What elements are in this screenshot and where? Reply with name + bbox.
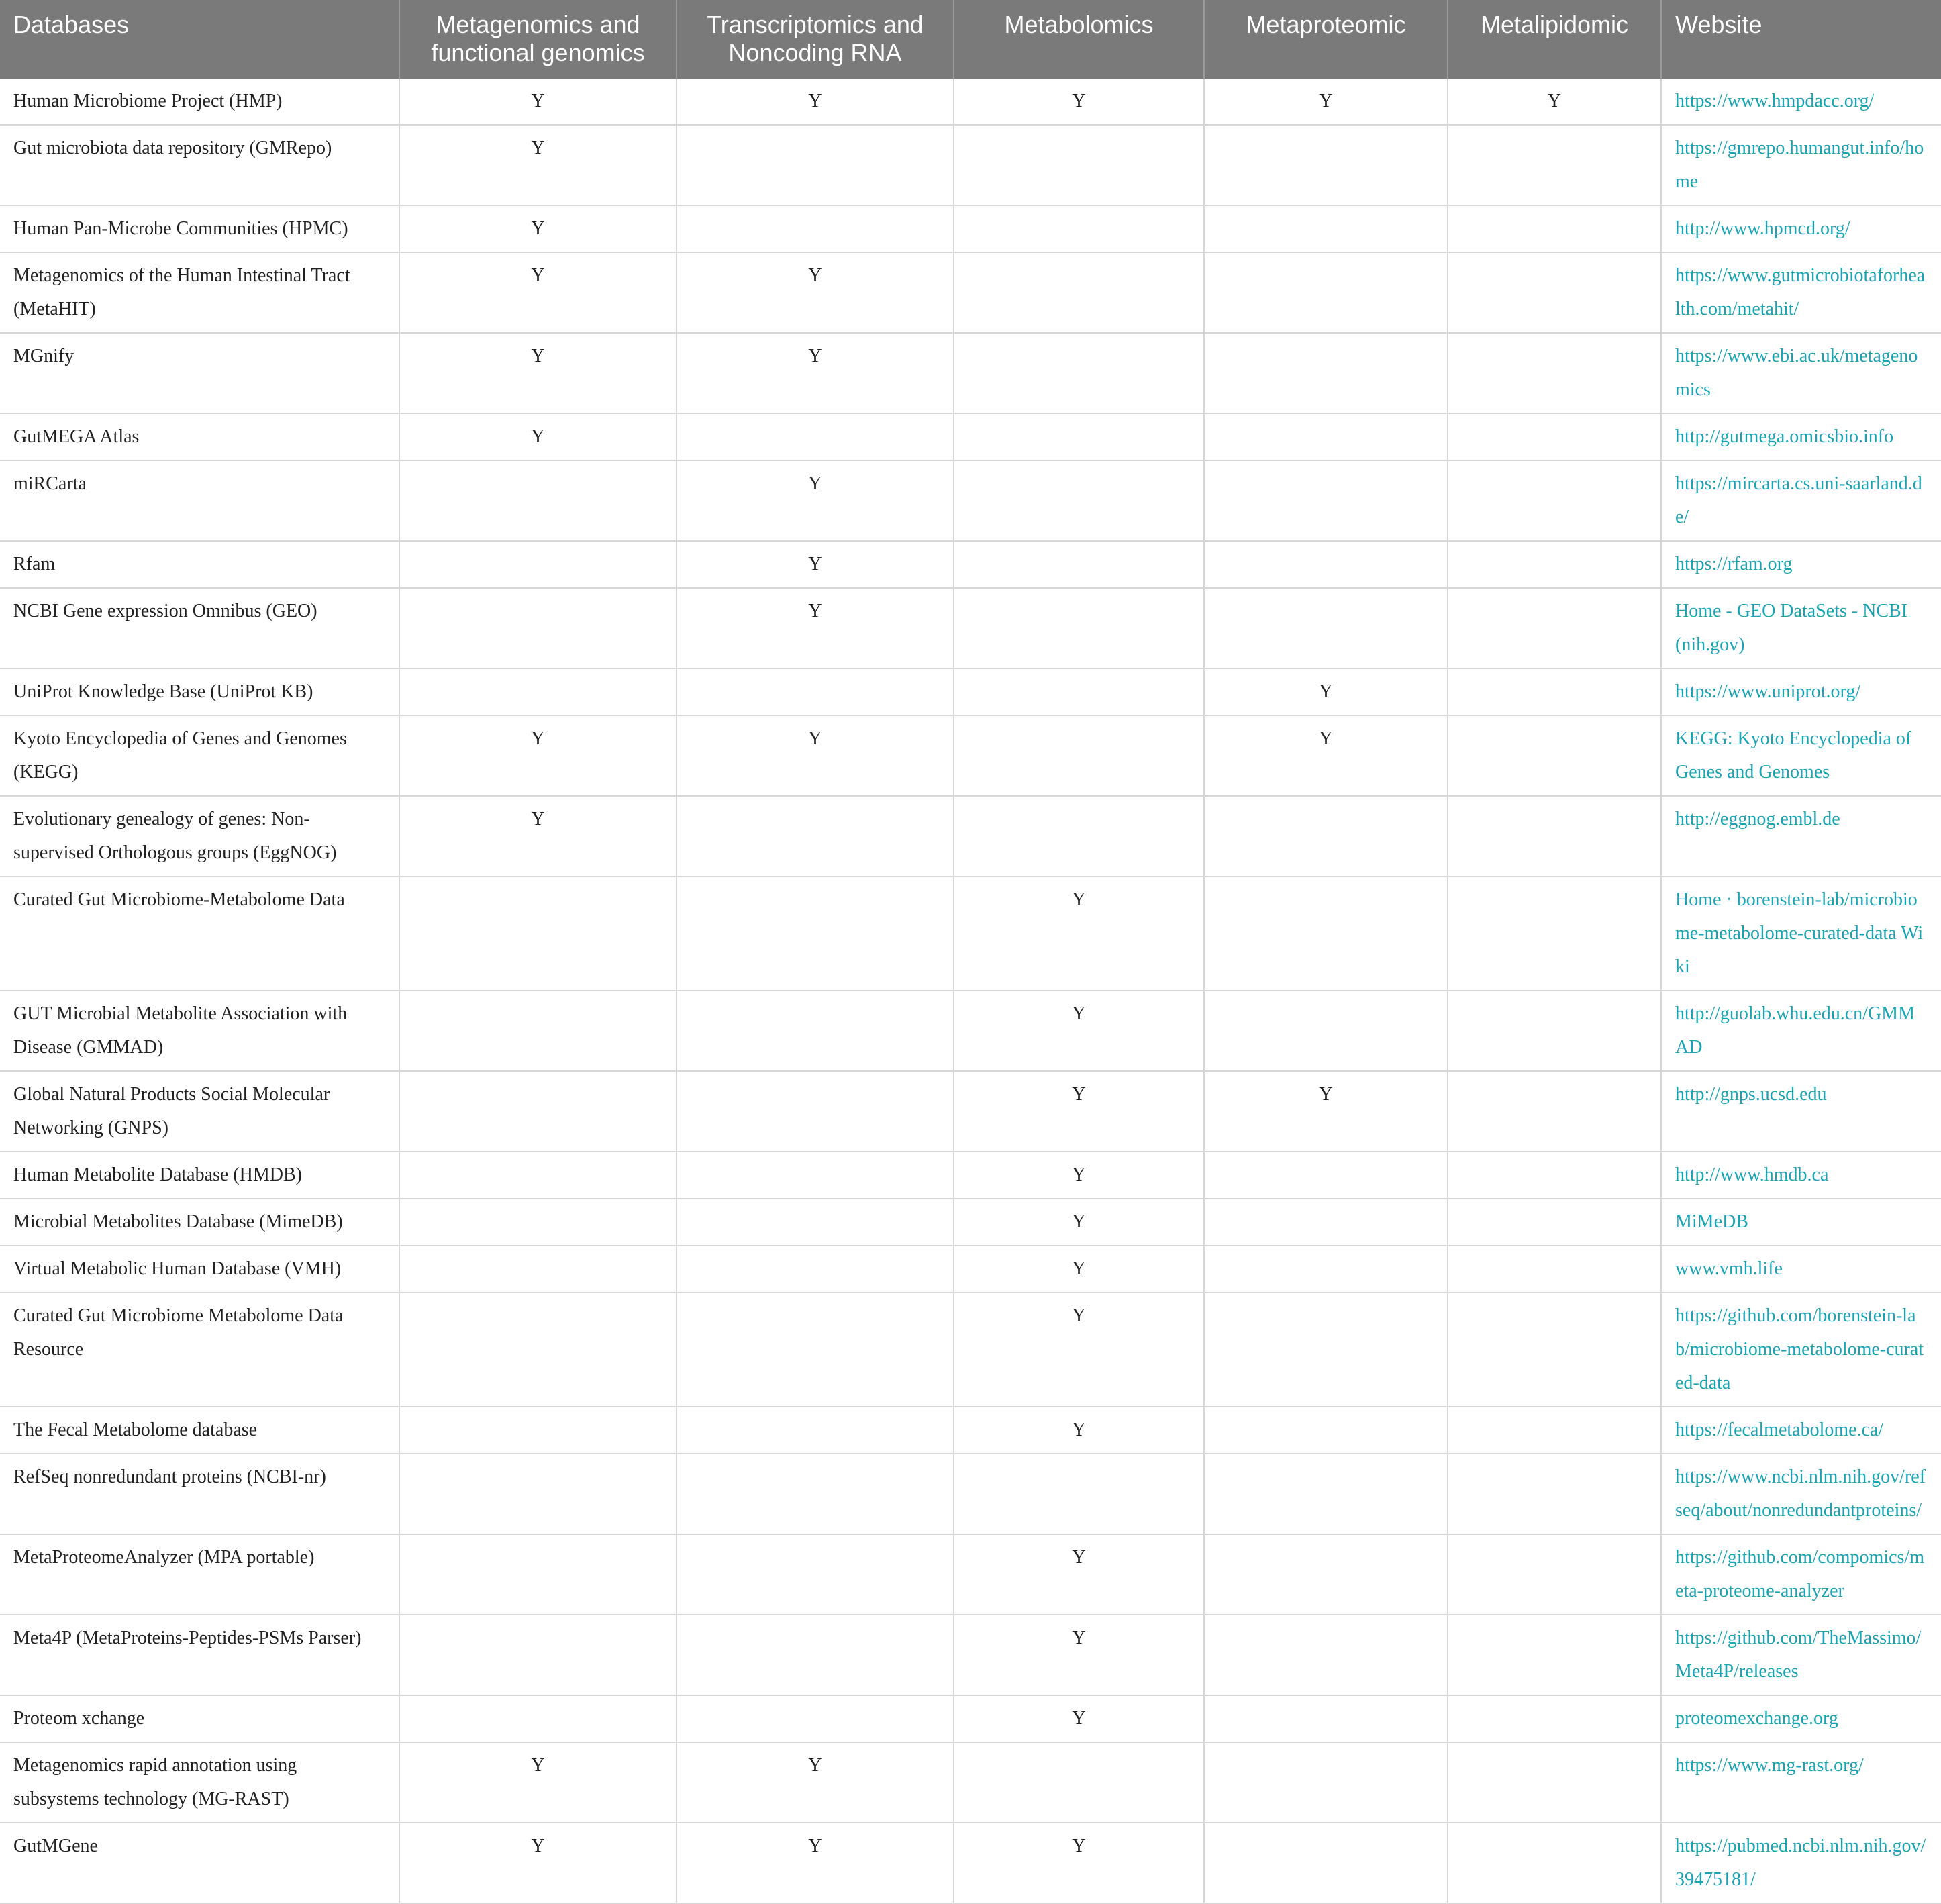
database-name-cell: Human Metabolite Database (HMDB) (0, 1152, 399, 1199)
table-row (0, 1071, 1941, 1152)
metaproteomic-cell (1204, 413, 1448, 460)
database-name-cell: Meta4P (MetaProteins-Peptides-PSMs Parser) (0, 1615, 399, 1695)
table-row (0, 125, 1941, 205)
website-link[interactable]: http://www.hpmcd.org/ (1661, 205, 1941, 252)
website-link[interactable]: https://rfam.org (1661, 541, 1941, 588)
table-row (0, 333, 1941, 413)
website-link[interactable]: https://www.mg-rast.org/ (1661, 1742, 1941, 1823)
transcriptomics-cell: Y (677, 588, 954, 668)
metabolomics-cell: Y (954, 1615, 1204, 1695)
metalipidomic-cell (1448, 1534, 1661, 1615)
database-name-cell: Curated Gut Microbiome-Metabolome Data (0, 876, 399, 991)
table-row (0, 1695, 1941, 1742)
metaproteomic-cell (1204, 588, 1448, 668)
website-link[interactable]: http://eggnog.embl.de (1661, 796, 1941, 876)
transcriptomics-cell: Y (677, 1742, 954, 1823)
database-name-cell: MetaProteomeAnalyzer (MPA portable) (0, 1534, 399, 1615)
metabolomics-cell (954, 1454, 1204, 1534)
metalipidomic-cell (1448, 991, 1661, 1071)
database-name-cell: Metagenomics rapid annotation using subsystems technology (MG-RAST) (0, 1742, 399, 1823)
table-row (0, 796, 1941, 876)
metaproteomic-cell (1204, 1742, 1448, 1823)
metaproteomic-cell (1204, 1454, 1448, 1534)
website-link[interactable]: KEGG: Kyoto Encyclopedia of Genes and Genomes (1661, 715, 1941, 796)
website-link[interactable]: https://pubmed.ncbi.nlm.nih.gov/39475181/ (1661, 1823, 1941, 1903)
transcriptomics-cell (677, 1246, 954, 1293)
metaproteomic-cell (1204, 252, 1448, 333)
metalipidomic-cell (1448, 715, 1661, 796)
metalipidomic-cell (1448, 1293, 1661, 1407)
metabolomics-cell (954, 588, 1204, 668)
metagenomics-cell: Y (399, 1742, 677, 1823)
transcriptomics-cell (677, 125, 954, 205)
database-name-cell: GutMEGA Atlas (0, 413, 399, 460)
metalipidomic-cell (1448, 1823, 1661, 1903)
metabolomics-cell: Y (954, 876, 1204, 991)
metagenomics-cell (399, 588, 677, 668)
metabolomics-cell (954, 715, 1204, 796)
database-name-cell: Human Microbiome Project (HMP) (0, 79, 399, 125)
metalipidomic-cell (1448, 205, 1661, 252)
table-row (0, 1293, 1941, 1407)
metalipidomic-cell (1448, 413, 1661, 460)
database-name-cell: GUT Microbial Metabolite Association with Disease (GMMAD) (0, 991, 399, 1071)
metabolomics-cell (954, 125, 1204, 205)
transcriptomics-cell (677, 1534, 954, 1615)
metagenomics-cell (399, 541, 677, 588)
table-row (0, 541, 1941, 588)
metagenomics-cell: Y (399, 333, 677, 413)
metagenomics-cell (399, 460, 677, 541)
website-link[interactable]: https://mircarta.cs.uni-saarland.de/ (1661, 460, 1941, 541)
metagenomics-cell: Y (399, 252, 677, 333)
website-link[interactable]: https://www.uniprot.org/ (1661, 668, 1941, 715)
website-link[interactable]: http://guolab.whu.edu.cn/GMMAD (1661, 991, 1941, 1071)
transcriptomics-cell (677, 1407, 954, 1454)
metaproteomic-cell (1204, 1615, 1448, 1695)
metabolomics-cell (954, 460, 1204, 541)
metalipidomic-cell (1448, 1071, 1661, 1152)
transcriptomics-cell (677, 1152, 954, 1199)
metaproteomic-cell (1204, 1199, 1448, 1246)
transcriptomics-cell: Y (677, 541, 954, 588)
website-link[interactable]: MiMeDB (1661, 1199, 1941, 1246)
metagenomics-cell (399, 1152, 677, 1199)
table-row (0, 413, 1941, 460)
table-row (0, 1407, 1941, 1454)
table-row (0, 205, 1941, 252)
metabolomics-cell (954, 252, 1204, 333)
transcriptomics-cell (677, 413, 954, 460)
database-name-cell: Global Natural Products Social Molecular Networking (GNPS) (0, 1071, 399, 1152)
table-row (0, 715, 1941, 796)
metalipidomic-cell (1448, 1152, 1661, 1199)
database-name-cell: GutMGene (0, 1823, 399, 1903)
metagenomics-cell (399, 1071, 677, 1152)
transcriptomics-cell: Y (677, 460, 954, 541)
database-name-cell: miRCarta (0, 460, 399, 541)
metabolomics-cell (954, 333, 1204, 413)
metaproteomic-cell (1204, 991, 1448, 1071)
header-row (0, 0, 1941, 79)
metagenomics-cell (399, 1454, 677, 1534)
metaproteomic-cell: Y (1204, 668, 1448, 715)
database-name-cell: Proteom xchange (0, 1695, 399, 1742)
metagenomics-cell: Y (399, 796, 677, 876)
metalipidomic-cell (1448, 1695, 1661, 1742)
transcriptomics-cell (677, 796, 954, 876)
database-name-cell: The Fecal Metabolome database (0, 1407, 399, 1454)
metalipidomic-cell (1448, 125, 1661, 205)
website-link[interactable]: https://fecalmetabolome.ca/ (1661, 1407, 1941, 1454)
metaproteomic-cell (1204, 333, 1448, 413)
transcriptomics-cell (677, 205, 954, 252)
website-link[interactable]: http://gnps.ucsd.edu (1661, 1071, 1941, 1152)
table-row (0, 588, 1941, 668)
metaproteomic-cell (1204, 125, 1448, 205)
database-name-cell: Rfam (0, 541, 399, 588)
metaproteomic-cell (1204, 541, 1448, 588)
metagenomics-cell: Y (399, 413, 677, 460)
metagenomics-cell (399, 1199, 677, 1246)
table-row (0, 1246, 1941, 1293)
database-name-cell: NCBI Gene expression Omnibus (GEO) (0, 588, 399, 668)
metagenomics-cell (399, 1293, 677, 1407)
table-row (0, 1823, 1941, 1903)
header-databases: Databases (0, 0, 399, 79)
table-row (0, 1199, 1941, 1246)
website-link[interactable]: http://gutmega.omicsbio.info (1661, 413, 1941, 460)
metalipidomic-cell (1448, 1199, 1661, 1246)
metalipidomic-cell (1448, 796, 1661, 876)
metagenomics-cell (399, 1407, 677, 1454)
metabolomics-cell: Y (954, 1407, 1204, 1454)
metagenomics-cell (399, 1534, 677, 1615)
website-link[interactable]: https://gmrepo.humangut.info/home (1661, 125, 1941, 205)
metabolomics-cell: Y (954, 1534, 1204, 1615)
metalipidomic-cell (1448, 1454, 1661, 1534)
transcriptomics-cell: Y (677, 715, 954, 796)
header-metalipidomic: Metalipidomic (1448, 0, 1661, 79)
metalipidomic-cell (1448, 588, 1661, 668)
metagenomics-cell (399, 668, 677, 715)
metabolomics-cell (954, 413, 1204, 460)
transcriptomics-cell (677, 1199, 954, 1246)
database-name-cell: Gut microbiota data repository (GMRepo) (0, 125, 399, 205)
website-link[interactable]: Home - GEO DataSets - NCBI (nih.gov) (1661, 588, 1941, 668)
metaproteomic-cell (1204, 1293, 1448, 1407)
header-metaproteomic: Metaproteomic (1204, 0, 1448, 79)
transcriptomics-cell (677, 1454, 954, 1534)
metalipidomic-cell (1448, 252, 1661, 333)
database-name-cell: Metagenomics of the Human Intestinal Tract (MetaHIT) (0, 252, 399, 333)
metaproteomic-cell (1204, 1152, 1448, 1199)
header-metabolomics: Metabolomics (954, 0, 1204, 79)
transcriptomics-cell: Y (677, 79, 954, 125)
metabolomics-cell: Y (954, 1823, 1204, 1903)
website-link[interactable]: proteomexchange.org (1661, 1695, 1941, 1742)
table-row (0, 1152, 1941, 1199)
metabolomics-cell: Y (954, 1071, 1204, 1152)
metabolomics-cell (954, 668, 1204, 715)
metaproteomic-cell (1204, 460, 1448, 541)
metabolomics-cell (954, 796, 1204, 876)
table-row (0, 79, 1941, 125)
transcriptomics-cell (677, 1071, 954, 1152)
table-row (0, 1742, 1941, 1823)
metabolomics-cell (954, 205, 1204, 252)
metalipidomic-cell (1448, 333, 1661, 413)
table-row (0, 252, 1941, 333)
metagenomics-cell (399, 1695, 677, 1742)
table-row (0, 668, 1941, 715)
header-metagenomics: Metagenomics and functional genomics (399, 0, 677, 79)
table-row (0, 1615, 1941, 1695)
website-link[interactable]: https://www.ebi.ac.uk/metagenomics (1661, 333, 1941, 413)
metagenomics-cell: Y (399, 79, 677, 125)
table-row (0, 1454, 1941, 1534)
database-name-cell: Evolutionary genealogy of genes: Non-supervised Orthologous groups (EggNOG) (0, 796, 399, 876)
metaproteomic-cell (1204, 1534, 1448, 1615)
website-link[interactable]: https://github.com/compomics/meta-proteome-analyzer (1661, 1534, 1941, 1615)
metalipidomic-cell (1448, 1742, 1661, 1823)
metabolomics-cell: Y (954, 1695, 1204, 1742)
table-row (0, 1534, 1941, 1615)
metaproteomic-cell (1204, 1695, 1448, 1742)
website-link[interactable]: https://www.ncbi.nlm.nih.gov/refseq/about/nonredundantproteins/ (1661, 1454, 1941, 1534)
website-link[interactable]: https://www.hmpdacc.org/ (1661, 79, 1941, 125)
metagenomics-cell: Y (399, 205, 677, 252)
metaproteomic-cell (1204, 1246, 1448, 1293)
metalipidomic-cell (1448, 460, 1661, 541)
table-row (0, 876, 1941, 991)
metalipidomic-cell (1448, 1407, 1661, 1454)
metaproteomic-cell: Y (1204, 79, 1448, 125)
metaproteomic-cell (1204, 205, 1448, 252)
database-name-cell: MGnify (0, 333, 399, 413)
metalipidomic-cell (1448, 541, 1661, 588)
metaproteomic-cell (1204, 876, 1448, 991)
metagenomics-cell: Y (399, 715, 677, 796)
transcriptomics-cell (677, 668, 954, 715)
metagenomics-cell (399, 991, 677, 1071)
metagenomics-cell (399, 1246, 677, 1293)
website-link[interactable]: Home · borenstein-lab/microbiome-metabolome-curated-data Wiki (1661, 876, 1941, 991)
header-website: Website (1661, 0, 1941, 79)
metabolomics-cell (954, 541, 1204, 588)
table-row (0, 991, 1941, 1071)
database-name-cell: Virtual Metabolic Human Database (VMH) (0, 1246, 399, 1293)
database-name-cell: Human Pan-Microbe Communities (HPMC) (0, 205, 399, 252)
transcriptomics-cell (677, 1695, 954, 1742)
metagenomics-cell (399, 1615, 677, 1695)
metalipidomic-cell (1448, 668, 1661, 715)
metaproteomic-cell (1204, 1823, 1448, 1903)
metalipidomic-cell (1448, 876, 1661, 991)
website-link[interactable]: https://www.gutmicrobiotaforhealth.com/metahit/ (1661, 252, 1941, 333)
metabolomics-cell: Y (954, 1152, 1204, 1199)
header-transcriptomics: Transcriptomics and Noncoding RNA (677, 0, 954, 79)
transcriptomics-cell (677, 1615, 954, 1695)
database-name-cell: Microbial Metabolites Database (MimeDB) (0, 1199, 399, 1246)
table-row (0, 460, 1941, 541)
metagenomics-cell: Y (399, 125, 677, 205)
metagenomics-cell: Y (399, 1823, 677, 1903)
metalipidomic-cell (1448, 1615, 1661, 1695)
metabolomics-cell: Y (954, 1246, 1204, 1293)
website-link[interactable]: http://www.hmdb.ca (1661, 1152, 1941, 1199)
transcriptomics-cell (677, 876, 954, 991)
database-name-cell: RefSeq nonredundant proteins (NCBI-nr) (0, 1454, 399, 1534)
metalipidomic-cell: Y (1448, 79, 1661, 125)
metaproteomic-cell: Y (1204, 1071, 1448, 1152)
transcriptomics-cell (677, 1293, 954, 1407)
transcriptomics-cell (677, 991, 954, 1071)
transcriptomics-cell: Y (677, 1823, 954, 1903)
website-link[interactable]: https://github.com/TheMassimo/Meta4P/releases (1661, 1615, 1941, 1695)
metaproteomic-cell (1204, 1407, 1448, 1454)
database-name-cell: Curated Gut Microbiome Metabolome Data Resource (0, 1293, 399, 1407)
table-body (0, 79, 1941, 1903)
metabolomics-cell (954, 1742, 1204, 1823)
website-link[interactable]: https://github.com/borenstein-lab/microbiome-metabolome-curated-data (1661, 1293, 1941, 1407)
metabolomics-cell: Y (954, 79, 1204, 125)
database-name-cell: UniProt Knowledge Base (UniProt KB) (0, 668, 399, 715)
metaproteomic-cell (1204, 796, 1448, 876)
metagenomics-cell (399, 876, 677, 991)
database-name-cell: Kyoto Encyclopedia of Genes and Genomes (KEGG) (0, 715, 399, 796)
website-link[interactable]: www.vmh.life (1661, 1246, 1941, 1293)
metaproteomic-cell: Y (1204, 715, 1448, 796)
metabolomics-cell: Y (954, 991, 1204, 1071)
metabolomics-cell: Y (954, 1199, 1204, 1246)
metalipidomic-cell (1448, 1246, 1661, 1293)
transcriptomics-cell: Y (677, 252, 954, 333)
metabolomics-cell: Y (954, 1293, 1204, 1407)
transcriptomics-cell: Y (677, 333, 954, 413)
